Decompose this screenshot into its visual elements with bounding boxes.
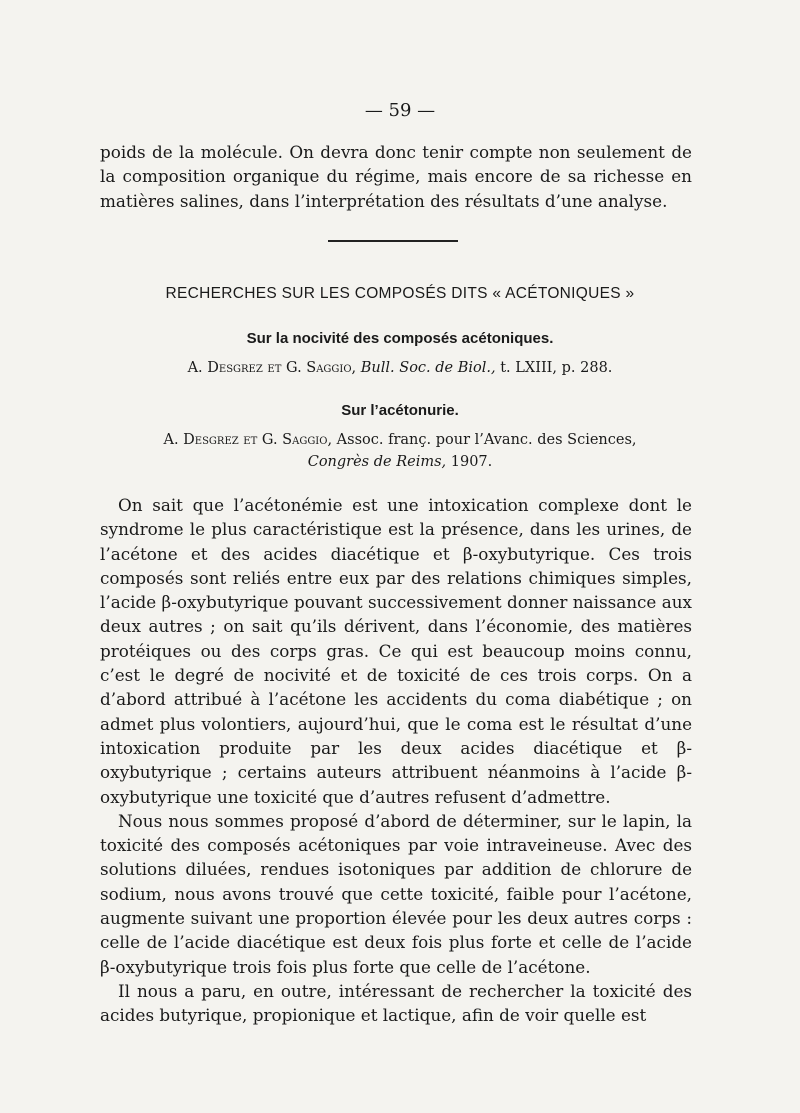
article-2-citation-line2	[0, 454, 800, 470]
article-2-year: 1907.	[450, 454, 493, 470]
article-1-citation	[0, 360, 800, 376]
paragraph: Il nous a paru, en outre, intéressant de rechercher la toxicité des acides butyrique, propionique et lactique, afin de voir quelle est	[100, 980, 692, 1026]
page-number: — 59 —	[364, 100, 436, 121]
top-paragraph: poids de la molécule. On devra donc tenir compte non seulement de la composition organique du régime, mais encore de sa richesse en matières salines, dans l’interprétation des résultats d’une analyse.	[100, 142, 692, 211]
main-text	[100, 493, 692, 1028]
article-1-ref: t. LXIII, p. 288.	[500, 360, 613, 376]
section-divider	[328, 240, 458, 242]
section-title: RECHERCHES SUR LES COMPOSÉS DITS « ACÉTONIQUES »	[165, 285, 635, 302]
article-2-authors: A. Desgrez et G. Saggio,	[163, 432, 333, 448]
article-1-journal: Bull. Soc. de Biol.,	[360, 360, 496, 376]
paragraph: On sait que l’acétonémie est une intoxication complexe dont le syndrome le plus caractéristique est la présence, dans les urines, de l’acétone et des acides diacétique et β-oxybutyrique. Ces trois composés sont reliés entre eux par des relations chimiques simples, l’acide β-oxybutyrique pouvant successivement donner naissance aux deux autres ; on sait qu’ils dérivent, dans l’économie, des matières protéiques ou des corps gras. Ce qui est beaucoup moins connu, c’est le degré de nocivité et de toxicité de ces trois corps. On a d’abord attribué à l’acétone les accidents du coma diabétique ; on admet plus volontiers, aujourd’hui, que le coma est le résultat d’une intoxication produite par les deux acides diacétique et β-oxybutyrique ; certains auteurs attribuent néanmoins à l’acide β-oxybutyrique une toxicité que d’autres refusent d’admettre.	[100, 495, 692, 807]
paragraph: Nous nous sommes proposé d’abord de déterminer, sur le lapin, la toxicité des composés acétoniques par voie intraveineuse. Avec des solutions diluées, rendues isotoniques par addition de chlorure de sodium, nous avons trouvé que cette toxicité, faible pour l’acétone, augmente suivant une proportion élevée pour les deux autres corps : celle de l’acide diacétique est deux fois plus forte et celle de l’acide β-oxybutyrique trois fois plus forte que celle de l’acétone.	[100, 810, 692, 977]
article-1-title: Sur la nocivité des composés acétoniques.	[246, 330, 554, 347]
article-2-venue: Assoc. franç. pour l’Avanc. des Sciences,	[336, 432, 637, 448]
article-1-authors: A. Desgrez et G. Saggio,	[187, 360, 357, 376]
article-2-citation	[0, 432, 800, 448]
article-2-title: Sur l’acétonurie.	[341, 402, 459, 419]
article-2-congress: Congrès de Reims,	[307, 454, 447, 470]
